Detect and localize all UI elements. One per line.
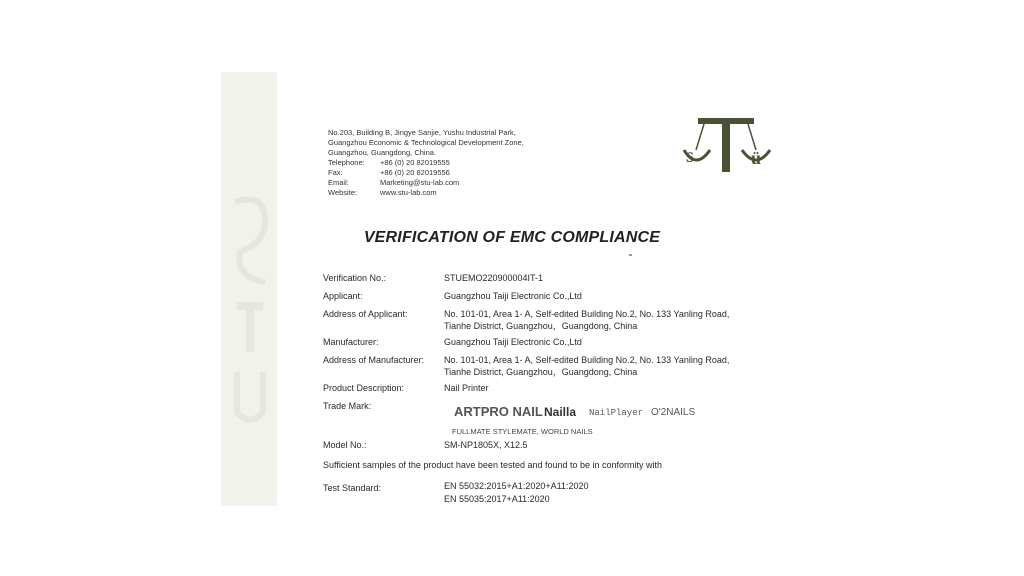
certificate-page: [221, 72, 803, 506]
telephone-value: +86 (0) 20 82019555: [380, 158, 450, 167]
website-value: www.stu-lab.com: [380, 188, 437, 197]
lab-contact-block: [328, 128, 524, 198]
mark-text: FULLMATE STYLEMATE, WORLD NAILS: [452, 427, 593, 436]
field-value-line: Tianhe District, Guangzhou，Guangdong, China: [444, 321, 638, 331]
field-label: Address of Applicant:: [323, 309, 408, 319]
side-watermark-logo: [225, 182, 275, 442]
fax-label: Fax:: [328, 168, 343, 177]
website-label: Website:: [328, 188, 358, 197]
mark-text: O'2NAILS: [651, 407, 696, 418]
field-label: Verification No.:: [323, 273, 387, 283]
field-label: Model No.:: [323, 440, 367, 450]
stu-logo: [676, 110, 776, 178]
svg-text:s: s: [686, 145, 694, 167]
address-line: Guangzhou Economic & Technological Development Zone,: [328, 138, 524, 147]
trade-mark-logos: [451, 402, 711, 438]
address-line: No.203, Building B, Jingye Sanjie, Yushu Industrial Park,: [328, 128, 516, 137]
email-label: Email:: [328, 178, 349, 187]
field-value: SM-NP1805X, X12.5: [444, 440, 528, 450]
field-value-line: Tianhe District, Guangzhou，Guangdong, China: [444, 367, 638, 377]
telephone-label: Telephone:: [328, 158, 365, 167]
side-watermark-band: [221, 72, 277, 506]
field-value: Guangzhou Taiji Electronic Co.,Ltd: [444, 291, 582, 301]
fax-value: +86 (0) 20 82019556: [380, 168, 450, 177]
field-label: Product Description:: [323, 383, 405, 393]
document-title: VERIFICATION OF EMC COMPLIANCE: [363, 229, 661, 246]
stray-dot: [629, 254, 632, 256]
email-value: Marketing@stu-lab.com: [380, 178, 460, 187]
svg-text:ü: ü: [751, 148, 762, 168]
conformity-statement: Sufficient samples of the product have been tested and found to be in conformity with: [323, 460, 663, 470]
field-value-line: EN 55035:2017+A11:2020: [444, 494, 550, 504]
field-value: STUEMO220900004IT-1: [444, 273, 544, 283]
mark-text: Nailla: [544, 405, 577, 419]
field-label: Address of Manufacturer:: [323, 355, 425, 365]
field-label: Trade Mark:: [323, 401, 372, 411]
mark-text: ARTPRO NAIL: [454, 404, 543, 419]
field-value-line: EN 55032:2015+A1:2020+A11:2020: [444, 481, 589, 491]
field-label: Manufacturer:: [323, 337, 379, 347]
field-label: Test Standard:: [323, 483, 382, 493]
field-value: Guangzhou Taiji Electronic Co.,Ltd: [444, 337, 582, 347]
address-line: Guangzhou, Guangdong, China.: [328, 148, 436, 157]
field-value-line: No. 101-01, Area 1- A, Self-edited Building No.2, No. 133 Yanling Road,: [444, 309, 730, 319]
mark-text: NailPlayer: [589, 408, 644, 418]
field-label: Applicant:: [323, 291, 363, 301]
field-value: Nail Printer: [444, 383, 489, 393]
field-value-line: No. 101-01, Area 1- A, Self-edited Building No.2, No. 133 Yanling Road,: [444, 355, 730, 365]
